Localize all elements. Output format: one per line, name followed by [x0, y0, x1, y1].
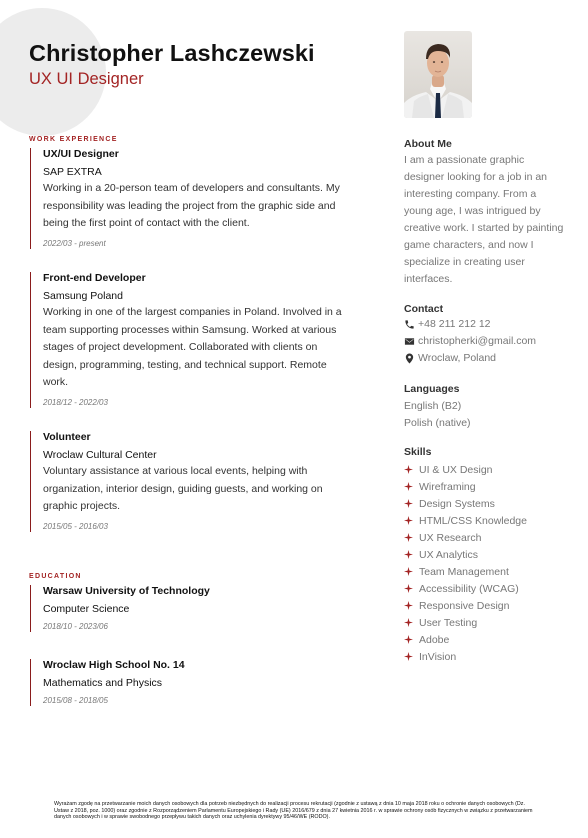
- skill-label: Design Systems: [419, 497, 495, 510]
- work-entry: [30, 148, 350, 249]
- sparkle-icon: [404, 567, 413, 576]
- skill-label: UX Analytics: [419, 548, 478, 561]
- work-entry: [30, 431, 350, 532]
- work-entry-dates: 2018/12 - 2022/03: [43, 397, 108, 407]
- skill-label: User Testing: [419, 616, 478, 629]
- skills-list: [404, 461, 527, 665]
- education-field: Mathematics and Physics: [43, 677, 163, 689]
- skill-item: [404, 478, 527, 495]
- education-heading: EDUCATION: [29, 573, 82, 580]
- skill-label: UX Research: [419, 531, 482, 544]
- sparkle-icon: [404, 550, 413, 559]
- language-item: Polish (native): [404, 417, 471, 429]
- skill-item: [404, 546, 527, 563]
- contact-location-text: Wroclaw, Poland: [418, 352, 497, 364]
- skill-item: [404, 529, 527, 546]
- work-experience-heading: WORK EXPERIENCE: [29, 136, 118, 143]
- work-entry: [30, 272, 350, 408]
- work-entry-description: Voluntary assistance at various local events, helping with organization, interior design, guiding guests, and working on graphic projects.: [43, 465, 323, 512]
- location-pin-icon: [404, 353, 415, 364]
- contact-email[interactable]: [404, 335, 536, 347]
- sparkle-icon: [404, 482, 413, 491]
- skill-item: [404, 648, 527, 665]
- skill-item: [404, 495, 527, 512]
- education-entry: [30, 585, 350, 632]
- skill-item: [404, 614, 527, 631]
- skill-item: [404, 563, 527, 580]
- about-heading: About Me: [404, 138, 452, 150]
- candidate-role: UX UI Designer: [29, 70, 144, 88]
- phone-icon: [404, 319, 415, 330]
- work-entry-company: Samsung Poland: [43, 290, 123, 302]
- sparkle-icon: [404, 516, 413, 525]
- work-entry-title: UX/UI Designer: [43, 148, 119, 160]
- education-school: Warsaw University of Technology: [43, 585, 210, 597]
- about-text: I am a passionate graphic designer looking for a job in an interesting company. From a young age, I was intrigued by creative work. I started by painting game characters, and now I specialize in creating user interfaces.: [404, 154, 564, 285]
- work-entry-title: Front-end Developer: [43, 272, 146, 284]
- profile-photo-illustration: [404, 31, 472, 118]
- skill-label: Adobe: [419, 633, 450, 646]
- skill-label: Team Management: [419, 565, 509, 578]
- skill-label: Responsive Design: [419, 599, 510, 612]
- skill-item: [404, 461, 527, 478]
- contact-phone[interactable]: [404, 318, 491, 330]
- contact-phone-text: +48 211 212 12: [418, 318, 491, 330]
- skill-item: [404, 631, 527, 648]
- work-entry-dates: 2022/03 - present: [43, 238, 106, 248]
- candidate-name: Christopher Lashczewski: [29, 40, 315, 66]
- sparkle-icon: [404, 635, 413, 644]
- sparkle-icon: [404, 584, 413, 593]
- skill-label: Wireframing: [419, 480, 476, 493]
- education-dates: 2018/10 - 2023/06: [43, 622, 108, 631]
- language-item: English (B2): [404, 400, 462, 412]
- work-entry-title: Volunteer: [43, 431, 91, 443]
- skill-item: [404, 512, 527, 529]
- work-entry-company: SAP EXTRA: [43, 166, 102, 178]
- languages-heading: Languages: [404, 383, 460, 395]
- skill-label: HTML/CSS Knowledge: [419, 514, 527, 527]
- envelope-icon: [404, 336, 415, 347]
- contact-email-text: christopherki@gmail.com: [418, 335, 537, 347]
- work-entry-dates: 2015/05 - 2016/03: [43, 521, 108, 531]
- sparkle-icon: [404, 601, 413, 610]
- education-school: Wroclaw High School No. 14: [43, 659, 185, 671]
- profile-photo: [404, 31, 472, 118]
- work-entry-description: Working in one of the largest companies in Poland. Involved in a team supporting processes within Samsung. Worked at various stages of project development. Collaborated with clients on design, programming, testing, and technical support. Remote work.: [43, 306, 342, 388]
- sparkle-icon: [404, 533, 413, 542]
- sparkle-icon: [404, 465, 413, 474]
- work-entry-company: Wroclaw Cultural Center: [43, 449, 157, 461]
- sparkle-icon: [404, 499, 413, 508]
- education-entry: [30, 659, 350, 706]
- work-entry-description: Working in a 20-person team of developers and consultants. My responsibility was leading the project from the graphic side and being the first point of contact with the client.: [43, 182, 340, 229]
- skills-heading: Skills: [404, 446, 432, 458]
- skill-item: [404, 597, 527, 614]
- skill-item: [404, 580, 527, 597]
- education-field: Computer Science: [43, 603, 130, 615]
- skill-label: UI & UX Design: [419, 463, 493, 476]
- sparkle-icon: [404, 618, 413, 627]
- gdpr-consent-clause: Wyrażam zgodę na przetwarzanie moich danych osobowych dla potrzeb niezbędnych do realizacji procesu rekrutacji (zgodnie z ustawą z dnia 10 maja 2018 roku o ochronie danych osobowych (Dz. Ustaw z 2018, poz. 1000) oraz zgodnie z Rozporządzeniem Parlamentu Europejskiego i Rady (UE) 2016/679 z dnia 27 kwietnia 2016 r. w sprawie ochrony osób fizycznych w związku z przetwarzaniem danych osobowych i w sprawie swobodnego przepływu takich danych oraz uchylenia dyrektywy 95/46/WE (RODO).: [54, 801, 533, 821]
- contact-heading: Contact: [404, 303, 444, 315]
- skill-label: InVision: [419, 650, 457, 663]
- education-dates: 2015/08 - 2018/05: [43, 696, 108, 705]
- skill-label: Accessibility (WCAG): [419, 582, 519, 595]
- contact-location: [404, 352, 496, 364]
- sparkle-icon: [404, 652, 413, 661]
